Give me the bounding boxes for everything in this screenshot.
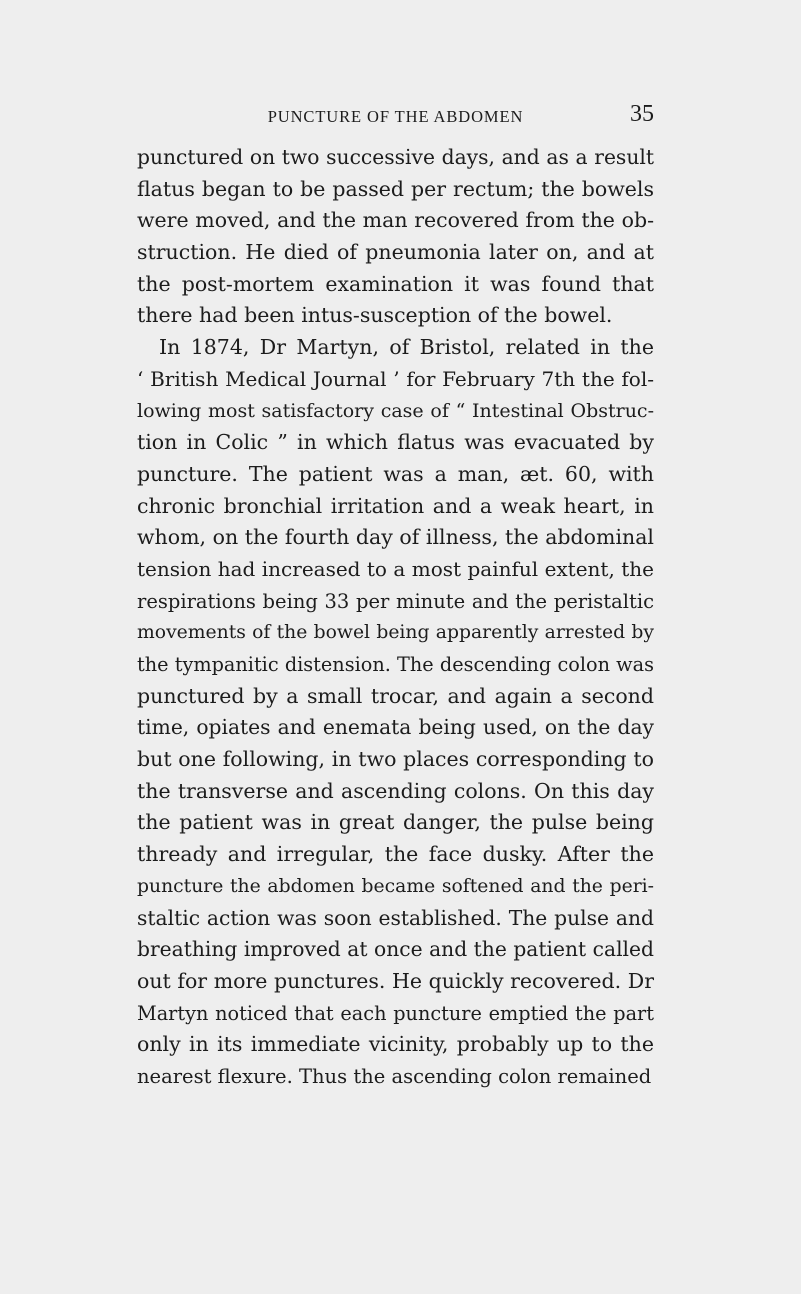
text-line: the tympanitic distension. The descending colon was [137,653,654,676]
body-text [137,142,654,1093]
running-head [137,103,654,133]
text-line: but one following, in two places corresponding to [137,747,654,772]
text-line: staltic action was soon established. The pulse and [137,905,654,930]
text-line: out for more punctures. He quickly recovered. Dr [137,968,654,993]
text-line: struction. He died of pneumonia later on, and at [137,240,654,265]
text-line: time, opiates and enemata being used, on the day [137,715,654,740]
text-line: flatus began to be passed per rectum; the bowels [137,176,654,201]
text-line: tion in Colic ” in which flatus was evacuated by [137,430,654,455]
text-line: were moved, and the man recovered from the ob- [137,208,654,233]
text-line: lowing most satisfactory case of “ Intestinal Obstruc- [137,399,654,422]
text-line: thready and irregular, the face dusky. After the [137,842,654,867]
text-line: ‘ British Medical Journal ’ for February 7th the fol- [137,366,654,391]
text-line: the post-mortem examination it was found that [137,271,654,296]
text-line: puncture the abdomen became softened and the peri- [137,875,654,897]
text-line: whom, on the fourth day of illness, the abdominal [137,525,654,550]
text-line: In 1874, Dr Martyn, of Bristol, related in the [159,335,654,360]
text-line: chronic bronchial irritation and a weak heart, in [137,493,654,518]
text-line: punctured on two successive days, and as a result [137,145,654,169]
text-line: Martyn noticed that each puncture emptied the part [137,1001,654,1025]
text-line: puncture. The patient was a man, æt. 60, with [137,461,654,486]
text-line: nearest flexure. Thus the ascending colon remained [137,1064,652,1088]
text-line: punctured by a small trocar, and again a second [137,683,654,708]
text-line: tension had increased to a most painful extent, the [137,556,654,581]
text-line: movements of the bowel being apparently arrested by [137,622,654,644]
text-line: breathing improved at once and the patient called [137,937,654,962]
running-title: PUNCTURE OF THE ABDOMEN [267,107,524,126]
page-number: 35 [630,101,654,127]
text-line: respirations being 33 per minute and the peristaltic [137,589,654,613]
text-line: the transverse and ascending colons. On this day [137,778,654,803]
text-line: the patient was in great danger, the pulse being [137,810,654,835]
text-line: only in its immediate vicinity, probably up to the [137,1032,654,1057]
text-line: there had been intus-susception of the bowel. [137,303,613,328]
